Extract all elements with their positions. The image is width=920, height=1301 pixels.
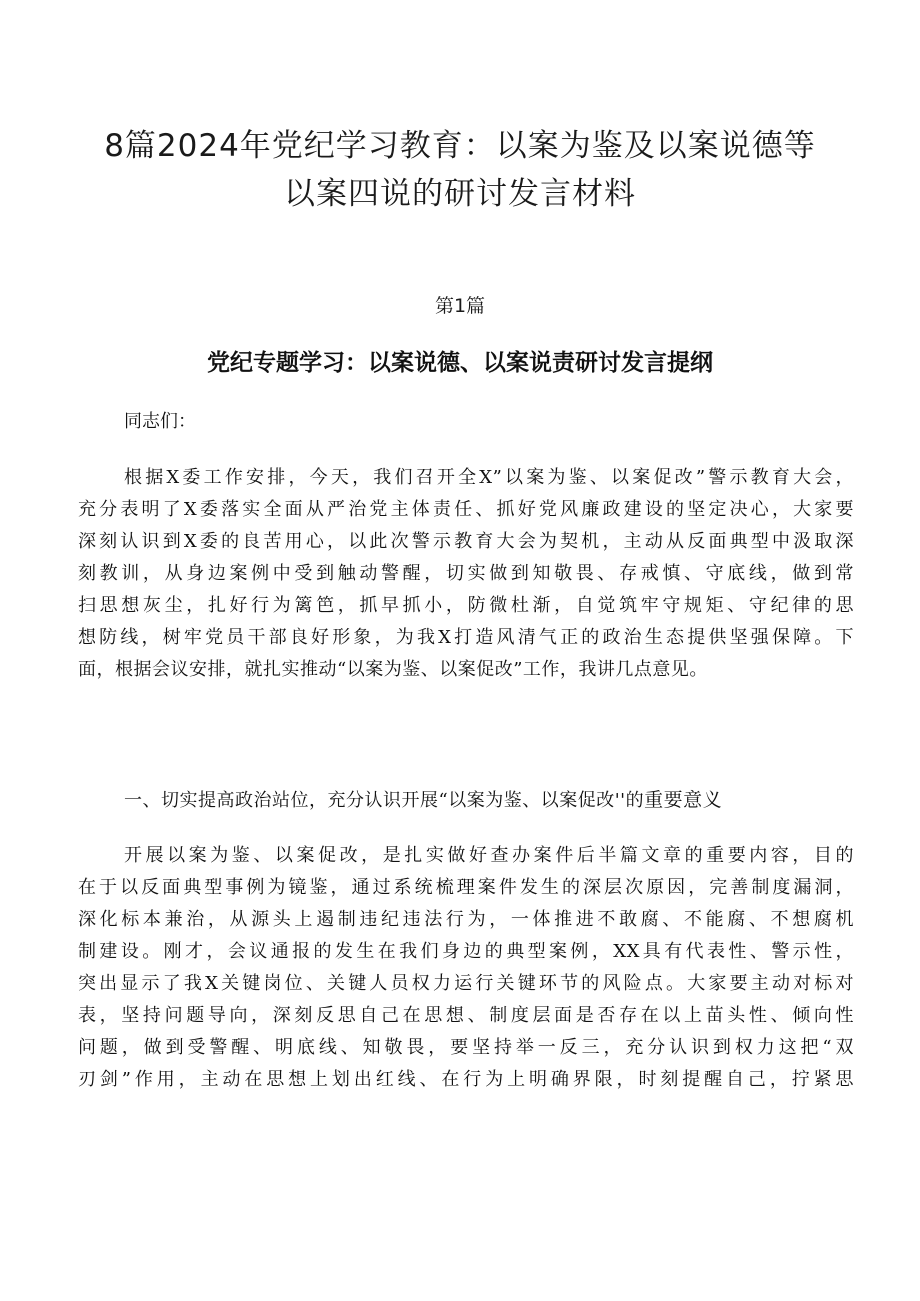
paragraph-line: 面，根据会议安排，就扎实推动“以案为鉴、以案促改”工作，我讲几点意见。 [78,659,708,680]
paragraph-line: 根据X委工作安排，今天，我们召开全X”以案为鉴、以案促改”警示教育大会， [124,467,854,488]
paragraph-line: 深化标本兼治，从源头上遏制违纪违法行为，一体推进不敢腐、不能腐、不想腐机 [78,909,854,930]
paragraph-line: 想防线，树牢党员干部良好形象，为我X打造风清气正的政治生态提供坚强保障。下 [78,627,854,648]
paragraph-line: 刃剑”作用，主动在思想上划出红线、在行为上明确界限，时刻提醒自己，拧紧思 [78,1069,854,1090]
paragraph-2 [78,840,854,1096]
salutation: 同志们： [124,411,196,432]
paragraph-line: 问题，做到受警醒、明底线、知敬畏，要坚持举一反三，充分认识到权力这把“双 [78,1037,854,1058]
paragraph-line: 在于以反面典型事例为镜鉴，通过系统梳理案件发生的深层次原因，完善制度漏洞， [78,877,854,898]
paragraph-line: 扫思想灰尘，扎好行为篱笆，抓早抓小，防微杜渐，自觉筑牢守规矩、守纪律的思 [78,595,854,616]
paragraph-line: 刻教训，从身边案例中受到触动警醒，切实做到知敬畏、存戒慎、守底线，做到常 [78,563,854,584]
part-label: 第1篇 [434,295,486,317]
paragraph-line: 充分表明了X委落实全面从严治党主体责任、抓好党风廉政建设的坚定决心，大家要 [78,499,854,520]
heading-1 [124,784,722,817]
heading-1-text: 一、切实提高政治站位，充分认识开展“以案为鉴、以案促改''的 [124,790,645,811]
paragraph-line: 开展以案为鉴、以案促改，是扎实做好查办案件后半篇文章的重要内容，目的 [124,845,854,866]
paragraph-1 [78,462,854,686]
paragraph-line: 深刻认识到X委的良苦用心，以此次警示教育大会为契机，主动从反面典型中汲取深 [78,531,854,552]
document-title-line-2: 以案四说的研讨发言材料 [284,176,636,212]
paragraph-line: 制建设。刚才，会议通报的发生在我们身边的典型案例，XX具有代表性、警示性， [78,941,854,962]
section-title: 党纪专题学习：以案说德、以案说责研讨发言提纲 [207,350,713,376]
document-title [40,122,880,218]
heading-1-emphasis: 重要意义 [644,789,723,811]
paragraph-line: 突出显示了我X关键岗位、关键人员权力运行关键环节的风险点。大家要主动对标对 [78,973,854,994]
paragraph-line: 表，坚持问题导向，深刻反思自己在思想、制度层面是否存在以上苗头性、倾向性 [78,1005,854,1026]
document-title-line-1: 8篇2024年党纪学习教育：以案为鉴及以案说德等 [104,128,816,164]
